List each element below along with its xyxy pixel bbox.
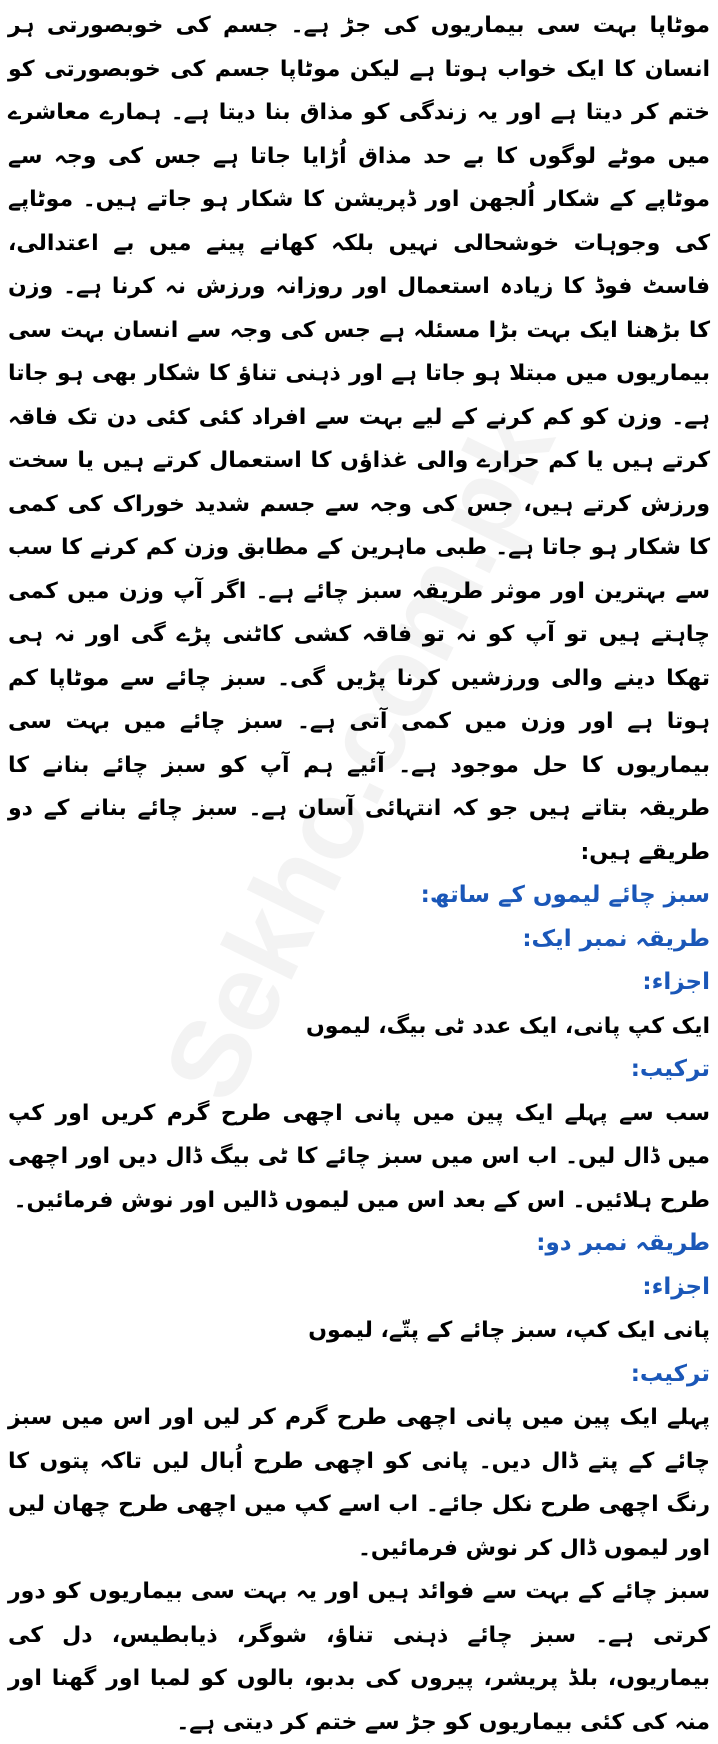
method-one-title: طریقہ نمبر ایک:: [522, 925, 710, 952]
method-one-ingredients: ایک کپ پانی، ایک عدد ٹی بیگ، لیموں: [306, 1013, 710, 1039]
method-two-ingredients-label: اجزاء:: [642, 1273, 710, 1300]
conclusion-paragraph: سبز چائے کے بہت سے فوائد ہیں اور یہ بہت سی بیماریوں کو دور کرتی ہے۔ سبز چائے ذہنی تناؤ، شوگر، ذیابطیس، دل کی بیماریوں، بلڈ پریشر، پیروں کی بدبو، بالوں کو لمبا اور گھنا اور منہ کی کئی بیماریوں کو جڑ سے ختم کر دیتی ہے۔: [8, 1579, 710, 1735]
method-two-ingredients: پانی ایک کپ، سبز چائے کے پتّے، لیموں: [308, 1318, 710, 1343]
section-title: سبز چائے لیموں کے ساتھ:: [420, 882, 710, 908]
method-one-ingredients-label: اجزاء:: [642, 969, 710, 995]
method-two-steps-label: ترکیب:: [630, 1360, 710, 1387]
method-two-title: طریقہ نمبر دو:: [536, 1230, 710, 1256]
intro-paragraph: موٹاپا بہت سی بیماریوں کی جڑ ہے۔ جسم کی خوبصورتی ہر انسان کا ایک خواب ہوتا ہے لیکن موٹاپا جسم کی خوبصورتی کو ختم کر دیتا ہے اور یہ زندگی کو مذاق بنا دیتا ہے۔ ہمارے معاشرے میں موٹے لوگوں کا بے حد مذاق اُڑایا جاتا ہے جس کی وجہ سے موٹاپے کے شکار اُلجھن اور ڈپریشن کا شکار ہو جاتے ہیں۔ موٹاپے کی وجوہات خوشحالی نہیں بلکہ کھانے پینے میں بے اعتدالی، فاسٹ فوڈ کا زیادہ استعمال اور روزانہ ورزش نہ کرنا ہے۔ وزن کا بڑھنا ایک بہت بڑا مسئلہ ہے جس کی وجہ سے انسان بہت سی بیماریوں میں مبتلا ہو جاتا ہے اور ذہنی تناؤ کا شکار بھی ہو جاتا ہے۔ وزن کو کم کرنے کے لیے بہت سے افراد کئی کئی دن تک فاقہ کرتے ہیں یا کم حرارے والی غذاؤں کا استعمال کرتے ہیں یا سخت ورزش کرتے ہیں، جس کی وجہ سے جسم شدید خوراک کی کمی کا شکار ہو جاتا ہے۔ طبی ماہرین کے مطابق وزن کم کرنے کا سب سے بہترین اور موثر طریقہ سبز چائے ہے۔ اگر آپ وزن میں کمی چاہتے ہیں تو آپ کو نہ تو فاقہ کشی کاٹنی پڑے گی اور نہ ہی تھکا دینے والی ورزشیں کرنا پڑیں گی۔ سبز چائے سے موٹاپا کم ہوتا ہے اور وزن میں کمی آتی ہے۔ سبز چائے میں بہت سی بیماریوں کا حل موجود ہے۔ آئیے ہم آپ کو سبز چائے بنانے کا طریقہ بتاتے ہیں جو کہ انتہائی آسان ہے۔ سبز چائے بنانے کے دو طریقے ہیں:: [8, 13, 710, 865]
method-one-steps-label: ترکیب:: [630, 1056, 710, 1082]
method-two-steps: پہلے ایک پین میں پانی اچھی طرح گرم کر لیں اور اس میں سبز چائے کے پتے ڈال دیں۔ پانی کو اچھی طرح اُبال لیں تاکہ پتوں کا رنگ اچھی طرح نکل جائے۔ اب اسے کپ میں اچھی طرح چھان لیں اور لیموں ڈال کر نوش فرمائیں۔: [8, 1405, 710, 1561]
method-one-steps: سب سے پہلے ایک پین میں پانی اچھی طرح گرم کریں اور کپ میں ڈال لیں۔ اب اس میں سبز چائے کا ٹی بیگ ڈال دیں اور اچھی طرح ہلائیں۔ اس کے بعد اس میں لیموں ڈالیں اور نوش فرمائیں۔: [8, 1100, 710, 1213]
